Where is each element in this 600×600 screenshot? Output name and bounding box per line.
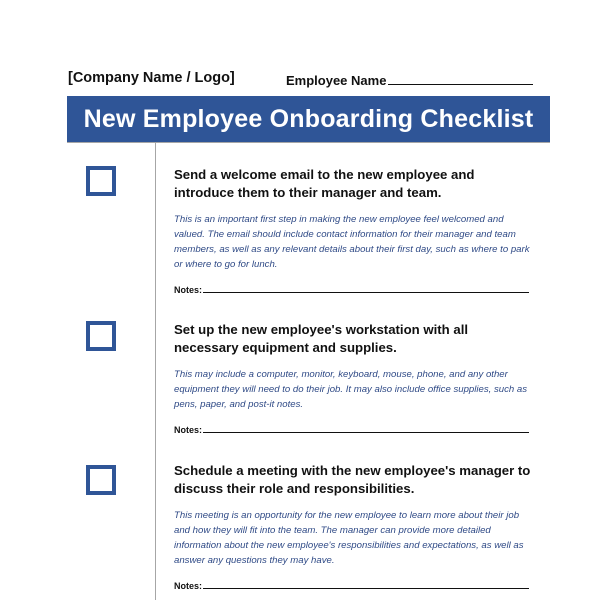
notes-label: Notes: xyxy=(174,581,203,591)
checklist-item-description: This is an important first step in making the new employee feel welcomed and valued. The email should include contact information for their manager and team members, as well as any relevant details about their first day, such as where to park or where to go for lunch. xyxy=(174,214,530,270)
notes-blank-line[interactable] xyxy=(203,283,529,293)
notes-field[interactable] xyxy=(174,423,536,435)
notes-label: Notes: xyxy=(174,285,203,295)
employee-name-field[interactable] xyxy=(286,72,533,88)
notes-field[interactable] xyxy=(174,579,536,591)
notes-label: Notes: xyxy=(174,425,203,435)
checklist-checkbox-3[interactable] xyxy=(86,465,116,495)
notes-field[interactable] xyxy=(174,283,536,295)
checklist-item-2 xyxy=(174,321,536,435)
company-name-logo-placeholder: [Company Name / Logo] xyxy=(68,70,235,86)
checklist-item-description: This may include a computer, monitor, keyboard, mouse, phone, and any other equipment they will need to do their job. It may also include office supplies, such as pens, paper, and post-it notes. xyxy=(174,369,528,410)
checklist-item-title: Set up the new employee's workstation with all necessary equipment and supplies. xyxy=(174,322,469,355)
checklist-item-1 xyxy=(174,166,536,295)
divider-vertical xyxy=(155,142,156,600)
notes-blank-line[interactable] xyxy=(203,423,529,433)
checklist-item-title: Schedule a meeting with the new employee's manager to discuss their role and responsibilities. xyxy=(174,463,531,496)
document-header xyxy=(68,70,538,92)
checklist-checkbox-2[interactable] xyxy=(86,321,116,351)
employee-name-label: Employee Name xyxy=(286,73,387,88)
page-title: New Employee Onboarding Checklist xyxy=(67,96,550,142)
checklist-checkbox-1[interactable] xyxy=(86,166,116,196)
notes-blank-line[interactable] xyxy=(203,579,529,589)
divider-horizontal xyxy=(67,142,550,143)
checklist-item-title: Send a welcome email to the new employee and introduce them to their manager and team. xyxy=(174,167,475,200)
employee-name-blank-line[interactable] xyxy=(388,72,533,85)
checklist-item-description: This meeting is an opportunity for the new employee to learn more about their job and how they will fit into the team. The manager can provide more detailed information about the new employee's responsibilities and expectations, as well as answer any questions they may have. xyxy=(174,510,524,566)
checklist-item-3 xyxy=(174,462,536,591)
